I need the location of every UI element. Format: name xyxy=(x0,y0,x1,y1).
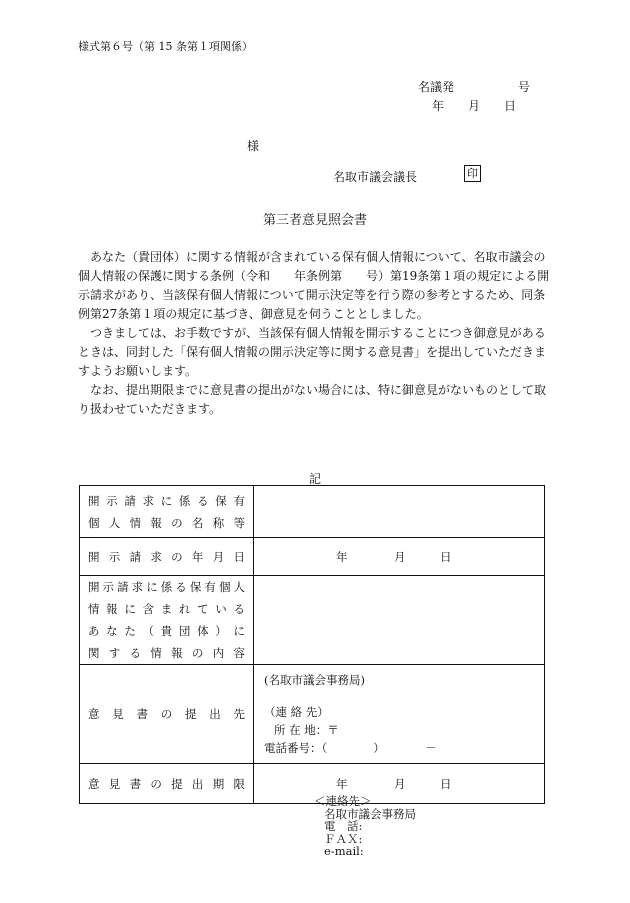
contact-email: e-mail: xyxy=(324,844,364,858)
contact-fax: ＦＡＸ: xyxy=(324,831,363,846)
info-table xyxy=(79,485,545,804)
table-row xyxy=(80,576,545,665)
contact-heading: ＜連絡先＞ xyxy=(314,794,372,808)
table-row xyxy=(80,764,545,804)
row-value-request-date[interactable]: 年 月 日 xyxy=(254,538,545,576)
contact-office: 名取市議会事務局 xyxy=(324,806,416,821)
row-value-submit-to xyxy=(254,665,545,764)
row-label-submit-to: 意見書の提出先 xyxy=(80,665,254,764)
table-row xyxy=(80,486,545,538)
body-paragraph: つきましては、お手数ですが、当該保有個人情報を開示することにつき御意見があるときは、同封した「保有個人情報の開示決定等に関する意見書」を提出していただきますようお願いします。 xyxy=(78,326,547,378)
contact-block xyxy=(314,795,416,858)
phone-field: 電話番号：（ ） － xyxy=(264,741,437,755)
row-label-info-content: 開示請求に係る保有個人 情報に含まれている あなた（貴団体）に 関する情報の内容 xyxy=(80,576,254,665)
row-value-deadline[interactable]: 年 月 日 xyxy=(254,764,545,804)
document-number: 名議発 号 xyxy=(418,80,530,94)
row-label-deadline: 意見書の提出期限 xyxy=(80,764,254,804)
seal-stamp: 印 xyxy=(464,165,481,182)
row-label-request-date: 開示請求の年月日 xyxy=(80,538,254,576)
body-text xyxy=(78,248,553,419)
row-label-info-name: 開示請求に係る保有 個人情報の名称等 xyxy=(80,486,254,538)
row-value-info-name[interactable] xyxy=(254,486,545,538)
document-title: 第三者意見照会書 xyxy=(262,213,367,228)
addressee-honorific: 様 xyxy=(247,139,260,153)
office-name: (名取市議会事務局) xyxy=(264,673,365,687)
contact-tel: 電 話: xyxy=(324,819,363,833)
sender-name: 名取市議会議長 xyxy=(333,170,418,184)
table-row xyxy=(80,538,545,576)
row-value-info-content[interactable] xyxy=(254,576,545,665)
table-row xyxy=(80,665,545,764)
form-number: 様式第６号（第 15 条第１項関係） xyxy=(78,40,253,53)
document-date: 年 月 日 xyxy=(432,99,517,113)
body-paragraph: なお、提出期限までに意見書の提出がない場合には、特に御意見がないものとして取り扱わせていただきます。 xyxy=(78,383,547,416)
address-field: 所 在 地：〒 xyxy=(274,723,339,737)
body-paragraph: あなた（貴団体）に関する情報が含まれている保有個人情報について、名取市議会の個人情報の保護に関する条例（令和 年条例第 号）第19条第１項の規定による開示請求があり、当該保有個人情報について開示決定等を行う際の参考とするため、同条例第27条第１項の規定に基づき、御意見を伺うこととしました。 xyxy=(78,250,550,321)
contact-heading: （連 絡 先） xyxy=(264,705,329,719)
ki-heading: 記 xyxy=(308,472,321,486)
